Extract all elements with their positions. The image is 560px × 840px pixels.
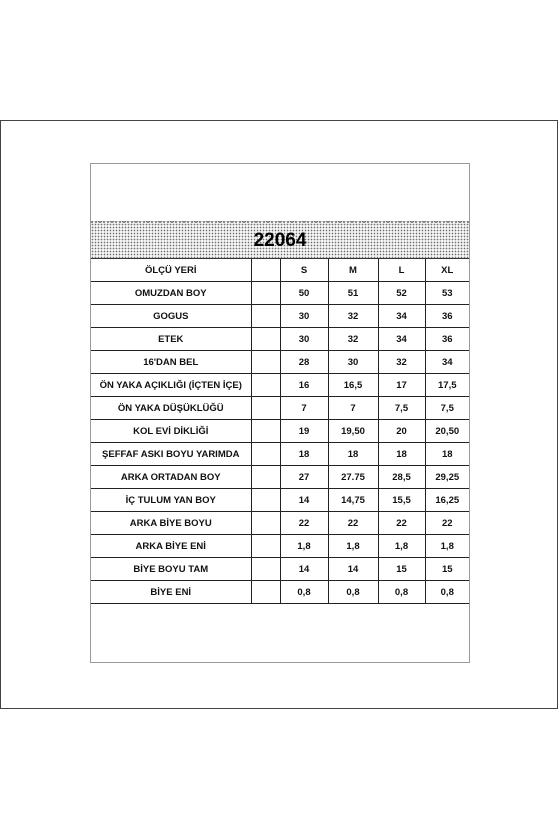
model-code: 22064 [253, 230, 307, 251]
measurement-value: 0,8 [378, 581, 425, 604]
measurement-value: 34 [425, 351, 469, 374]
measurement-value: 16,5 [328, 374, 378, 397]
measurement-value: 15,5 [378, 489, 425, 512]
measurement-value: 32 [328, 328, 378, 351]
spacer-cell [251, 443, 280, 466]
spacer-cell [251, 397, 280, 420]
table-row [91, 351, 469, 374]
measurement-value: 7,5 [425, 397, 469, 420]
measurement-label: OMUZDAN BOY [91, 282, 251, 305]
measurement-value: 0,8 [280, 581, 328, 604]
spacer-cell [251, 328, 280, 351]
table-row [91, 535, 469, 558]
spacer-cell [251, 466, 280, 489]
measurement-label: KOL EVİ DİKLİĞİ [91, 420, 251, 443]
measurement-value: 7 [280, 397, 328, 420]
table-row [91, 466, 469, 489]
measurement-value: 7 [328, 397, 378, 420]
measurement-value: 1,8 [280, 535, 328, 558]
measurement-label: İÇ TULUM YAN BOY [91, 489, 251, 512]
table-row [91, 420, 469, 443]
measurement-value: 16 [280, 374, 328, 397]
measurement-label: 16'DAN BEL [91, 351, 251, 374]
spacer-cell [251, 581, 280, 604]
size-chart-sheet [90, 163, 470, 663]
column-header-size: L [378, 259, 425, 282]
column-header-measurement: ÖLÇÜ YERİ [91, 259, 251, 282]
measurement-value: 1,8 [425, 535, 469, 558]
measurement-value: 18 [328, 443, 378, 466]
spacer-cell [251, 558, 280, 581]
column-header-size: M [328, 259, 378, 282]
spacer-cell [251, 374, 280, 397]
measurement-value: 30 [280, 328, 328, 351]
measurement-value: 20 [378, 420, 425, 443]
table-row [91, 397, 469, 420]
spacer-cell [251, 512, 280, 535]
measurement-value: 14 [280, 558, 328, 581]
measurement-value: 30 [280, 305, 328, 328]
model-code-band [91, 221, 469, 259]
column-header-spacer [251, 259, 280, 282]
measurement-value: 27 [280, 466, 328, 489]
measurement-label: ARKA ORTADAN BOY [91, 466, 251, 489]
measurement-value: 36 [425, 328, 469, 351]
measurement-label: ÖN YAKA DÜŞÜKLÜĞÜ [91, 397, 251, 420]
size-table-body [91, 259, 469, 604]
table-row [91, 443, 469, 466]
measurement-value: 22 [425, 512, 469, 535]
measurement-value: 16,25 [425, 489, 469, 512]
measurement-value: 17,5 [425, 374, 469, 397]
table-row [91, 512, 469, 535]
measurement-value: 30 [328, 351, 378, 374]
measurement-value: 7,5 [378, 397, 425, 420]
measurement-value: 18 [280, 443, 328, 466]
measurement-value: 19,50 [328, 420, 378, 443]
measurement-value: 34 [378, 305, 425, 328]
table-row [91, 305, 469, 328]
table-row [91, 328, 469, 351]
measurement-value: 17 [378, 374, 425, 397]
measurement-value: 27.75 [328, 466, 378, 489]
measurement-label: ÖN YAKA AÇIKLIĞI (İÇTEN İÇE) [91, 374, 251, 397]
measurement-value: 53 [425, 282, 469, 305]
measurement-label: ARKA BİYE ENİ [91, 535, 251, 558]
spacer-cell [251, 535, 280, 558]
measurement-label: ARKA BİYE BOYU [91, 512, 251, 535]
measurement-value: 51 [328, 282, 378, 305]
sheet-blank-header [91, 164, 469, 221]
measurement-value: 32 [378, 351, 425, 374]
measurement-value: 29,25 [425, 466, 469, 489]
measurement-label: ETEK [91, 328, 251, 351]
spacer-cell [251, 282, 280, 305]
table-header-row [91, 259, 469, 282]
measurement-label: BİYE BOYU TAM [91, 558, 251, 581]
measurement-value: 36 [425, 305, 469, 328]
measurement-value: 19 [280, 420, 328, 443]
measurement-value: 0,8 [425, 581, 469, 604]
measurement-value: 50 [280, 282, 328, 305]
measurement-value: 22 [378, 512, 425, 535]
table-row [91, 489, 469, 512]
measurement-value: 18 [425, 443, 469, 466]
measurement-value: 28 [280, 351, 328, 374]
column-header-size: XL [425, 259, 469, 282]
spacer-cell [251, 489, 280, 512]
measurement-value: 1,8 [378, 535, 425, 558]
table-row [91, 374, 469, 397]
measurement-value: 34 [378, 328, 425, 351]
measurement-label: GOGUS [91, 305, 251, 328]
size-table [91, 259, 469, 604]
spacer-cell [251, 305, 280, 328]
measurement-value: 32 [328, 305, 378, 328]
measurement-value: 14,75 [328, 489, 378, 512]
measurement-value: 22 [280, 512, 328, 535]
measurement-value: 0,8 [328, 581, 378, 604]
measurement-value: 22 [328, 512, 378, 535]
measurement-value: 18 [378, 443, 425, 466]
table-row [91, 282, 469, 305]
measurement-value: 15 [425, 558, 469, 581]
spacer-cell [251, 351, 280, 374]
measurement-value: 20,50 [425, 420, 469, 443]
measurement-value: 15 [378, 558, 425, 581]
spacer-cell [251, 420, 280, 443]
measurement-value: 14 [328, 558, 378, 581]
measurement-label: ŞEFFAF ASKI BOYU YARIMDA [91, 443, 251, 466]
column-header-size: S [280, 259, 328, 282]
measurement-value: 28,5 [378, 466, 425, 489]
table-row [91, 558, 469, 581]
table-row [91, 581, 469, 604]
measurement-value: 1,8 [328, 535, 378, 558]
measurement-label: BİYE ENİ [91, 581, 251, 604]
measurement-value: 52 [378, 282, 425, 305]
measurement-value: 14 [280, 489, 328, 512]
